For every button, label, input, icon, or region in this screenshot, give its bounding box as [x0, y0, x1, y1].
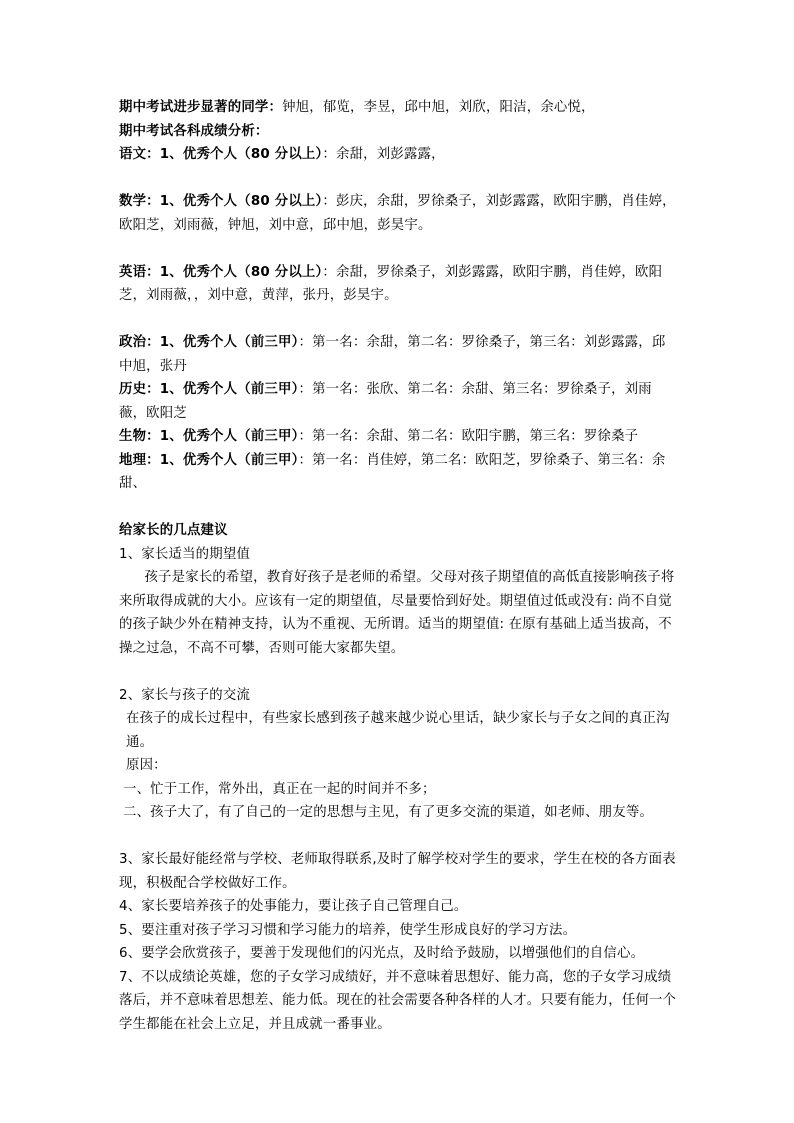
chinese-label: 语文：1、优秀个人（80 分以上） [119, 147, 323, 162]
history-text: ：第一名：张欣、第二名：余甜、第三名：罗徐桑子，刘雨薇，欧阳芝 [119, 382, 652, 421]
advice-2-reason-1: 一、忙于工作，常外出，真正在一起的时间并不多； [123, 781, 436, 797]
history-paragraph [119, 378, 679, 425]
math-text: ：彭庆，余甜，罗徐桑子，刘彭露露，欧阳宇鹏，肖佳婷，欧阳芝，刘雨薇，钟旭，刘中意，邱中旭，彭昊宇。 [119, 194, 676, 233]
advice-2-heading: 2、家长与孩子的交流 [119, 687, 251, 703]
advice-5: 5、要注重对孩子学习习惯和学习能力的培养，使学生形成良好的学习方法。 [119, 922, 577, 938]
chinese-text: ：余甜，刘彭露露， [322, 147, 445, 162]
geography-paragraph [119, 449, 679, 496]
spacer [119, 496, 679, 520]
analysis-title: 期中考试各科成绩分析： [119, 123, 269, 139]
spacer [119, 660, 679, 684]
advice-7: 7、不以成绩论英雄，您的子女学习成绩好，并不意味着思想好、能力高，您的子女学习成绩落后，并不意味着思想差、能力低。现在的社会需要各种各样的人才。只要有能力，任何一个学生都能在社会上立足，并且成就一番事业。 [119, 969, 677, 1032]
advice-1-body: 孩子是家长的希望，教育好孩子是老师的希望。父母对孩子期望值的高低直接影响孩子将来所取得成就的大小。应该有一定的期望值，尽量要恰到好处。期望值过低或没有: 尚不自觉的孩子缺少外在精神支持，认为不重视、无所谓。适当的期望值: 在原有基础上适当拔高，不操之过急，不高不可攀，否则可能大家都失望。 [119, 570, 675, 656]
english-text: ：余甜，罗徐桑子，刘彭露露，欧阳宇鹏，肖佳婷，欧阳芝，刘雨薇，，刘中意，黄萍，张丹，彭昊宇。 [119, 264, 663, 303]
politics-paragraph [119, 331, 679, 378]
english-paragraph [119, 261, 679, 308]
spacer [119, 167, 679, 191]
progress-paragraph [119, 96, 679, 120]
spacer [119, 237, 679, 261]
progress-names: 钟旭，郁览，李昱，邱中旭，刘欣，阳洁，余心悦， [282, 100, 595, 115]
biology-text: ：第一名：余甜、第二名：欧阳宇鹏，第三名：罗徐桑子 [298, 429, 639, 444]
advice-4: 4、家长要培养孩子的处事能力，要让孩子自己管理自己。 [119, 899, 468, 914]
math-label: 数学：1、优秀个人（80 分以上） [119, 194, 323, 209]
advice-2-reason-label: 原因： [126, 758, 167, 773]
politics-label: 政治：1、优秀个人（前三甲） [119, 335, 299, 350]
biology-label: 生物：1、优秀个人（前三甲） [119, 429, 299, 444]
spacer [119, 308, 679, 332]
progress-label: 期中考试进步显著的同学： [119, 100, 283, 115]
advice-3: 3、家长最好能经常与学校、老师取得联系,及时了解学校对学生的要求，学生在校的各方面表现，积极配合学校做好工作。 [119, 852, 676, 891]
document-page [119, 96, 679, 1036]
biology-paragraph [119, 425, 679, 449]
history-label: 历史：1、优秀个人（前三甲） [119, 382, 299, 397]
politics-text: ：第一名：余甜，第二名：罗徐桑子，第三名：刘彭露露，邱中旭，张丹 [119, 335, 666, 374]
advice-title: 给家长的几点建议 [119, 523, 228, 538]
advice-2-reason-2: 二、孩子大了，有了自己的一定的思想与主见，有了更多交流的渠道，如老师、朋友等。 [123, 805, 654, 820]
chinese-paragraph [119, 143, 679, 167]
spacer [119, 825, 679, 849]
advice-6: 6、要学会欣赏孩子，要善于发现他们的闪光点，及时给予鼓励，以增强他们的自信心。 [119, 946, 645, 961]
advice-2-body: 在孩子的成长过程中，有些家长感到孩子越来越少说心里话，缺少家长与子女之间的真正沟通。 [126, 711, 670, 750]
math-paragraph [119, 190, 679, 237]
geography-label: 地理：1、优秀个人（前三甲） [119, 452, 299, 468]
english-label: 英语：1、优秀个人（80 分以上） [119, 264, 323, 280]
advice-1-heading: 1、家长适当的期望值 [119, 546, 251, 562]
geography-text: ：第一名：肖佳婷，第二名：欧阳芝，罗徐桑子、第三名：余甜、 [119, 452, 666, 491]
